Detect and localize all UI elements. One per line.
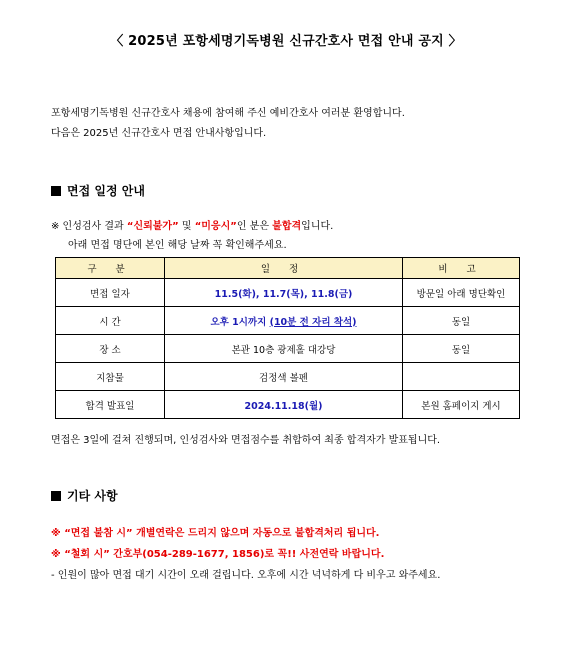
table-header-row	[56, 258, 520, 279]
row-label: 합격 발표일	[56, 391, 165, 419]
row-value: 11.5(화), 11.7(목), 11.8(금)	[165, 279, 403, 307]
square-bullet-icon	[51, 491, 61, 501]
row-label: 지참물	[56, 363, 165, 391]
note-line-2: 아래 면접 명단에 본인 해당 날짜 꼭 확인해주세요.	[68, 240, 287, 251]
row-value: 오후 1시까지 (10분 전 자리 착석)	[165, 307, 403, 335]
section-heading-etc	[51, 487, 118, 504]
header-schedule: 일 정	[165, 258, 403, 279]
etc-line-1: ※ “면접 불참 시” 개별연락은 드리지 않으며 자동으로 불합격처리 됩니다.	[51, 528, 380, 539]
table-row	[56, 307, 520, 335]
table-row	[56, 335, 520, 363]
table-row	[56, 391, 520, 419]
row-label: 장 소	[56, 335, 165, 363]
schedule-footnote: 면접은 3일에 걸쳐 진행되며, 인성검사와 면접점수를 취합하여 최종 합격자가 발표됩니다.	[51, 435, 441, 446]
row-value: 본관 10층 광제홀 대강당	[165, 335, 403, 363]
square-bullet-icon	[51, 186, 61, 196]
row-value: 2024.11.18(월)	[165, 391, 403, 419]
etc-line-2: ※ “철회 시” 간호부(054-289-1677, 1856)로 꼭!! 사전연락 바랍니다.	[51, 549, 385, 560]
row-note: 본원 홈페이지 게시	[403, 391, 520, 419]
table-row	[56, 363, 520, 391]
note-line-1: ※ 인성검사 결과 “신뢰불가” 및 “미응시”인 분은 불합격입니다.	[51, 221, 334, 232]
section-heading-text: 기타 사항	[67, 489, 118, 503]
schedule-notes	[51, 217, 333, 255]
page-title: 〈 2025년 포항세명기독병원 신규간호사 면접 안내 공지 〉	[110, 34, 462, 49]
section-heading-schedule	[51, 182, 145, 199]
row-label: 시 간	[56, 307, 165, 335]
intro-line-2: 다음은 2025년 신규간호사 면접 안내사항입니다.	[51, 128, 267, 139]
intro-text	[51, 104, 405, 144]
table-row	[56, 279, 520, 307]
row-note	[403, 363, 520, 391]
schedule-table	[55, 257, 520, 419]
header-category: 구 분	[56, 258, 165, 279]
row-note: 동일	[403, 307, 520, 335]
section-heading-text: 면접 일정 안내	[67, 184, 145, 198]
row-value: 검정색 볼펜	[165, 363, 403, 391]
etc-line-3: - 인원이 많아 면접 대기 시간이 오래 걸립니다. 오후에 시간 넉넉하게 다 비우고 와주세요.	[51, 570, 441, 581]
row-label: 면접 일자	[56, 279, 165, 307]
etc-notes	[51, 523, 440, 586]
row-note: 동일	[403, 335, 520, 363]
row-note: 방문일 아래 명단확인	[403, 279, 520, 307]
intro-line-1: 포항세명기독병원 신규간호사 채용에 참여해 주신 예비간호사 여러분 환영합니다.	[51, 108, 405, 119]
header-remarks: 비 고	[403, 258, 520, 279]
